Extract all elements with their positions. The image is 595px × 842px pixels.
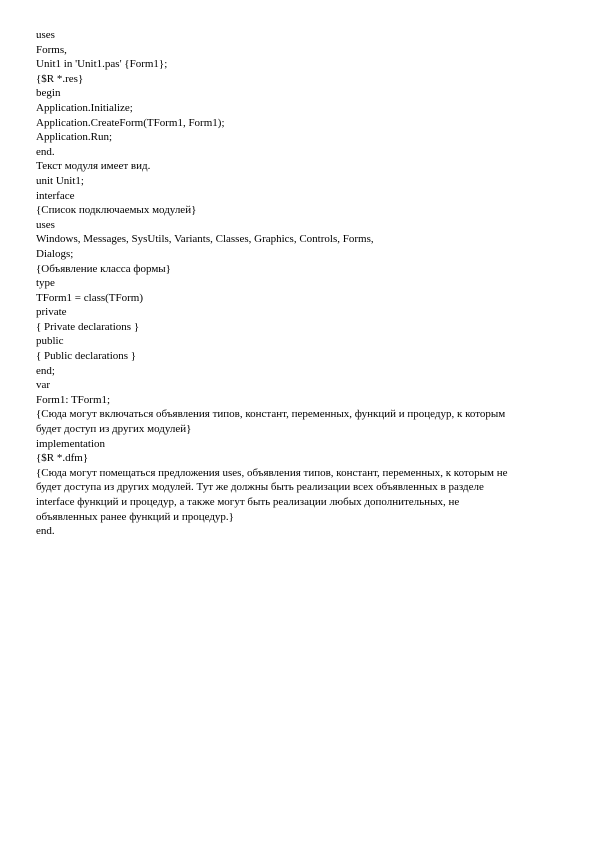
text-line: Forms, — [36, 43, 67, 56]
text-line: Unit1 in 'Unit1.pas' {Form1}; — [36, 58, 168, 71]
text-line: public — [36, 335, 64, 348]
text-line: uses — [36, 29, 55, 41]
text-line: {Сюда могут включаться объявления типов, констант, переменных, функций и процедур, к которым — [36, 408, 506, 421]
text-line: implementation — [36, 437, 106, 450]
text-line: end. — [36, 525, 55, 538]
text-line: end; — [36, 364, 55, 377]
text-line: Form1: TForm1; — [36, 393, 111, 406]
text-line: { Public declarations } — [36, 350, 137, 363]
text-line: будет доступ из других модулей} — [36, 423, 192, 436]
text-line: interface функций и процедур, а также могут быть реализации любых дополнительных, не — [36, 496, 460, 508]
text-line: объявленных ранее функций и процедур.} — [36, 510, 234, 523]
text-line: Windows, Messages, SysUtils, Variants, Classes, Graphics, Controls, Forms, — [36, 233, 374, 246]
text-line: type — [36, 277, 55, 290]
text-line: Application.Initialize; — [36, 101, 133, 114]
text-line: {Объявление класса формы} — [36, 262, 171, 275]
text-line: {Список подключаемых модулей} — [36, 204, 197, 217]
text-line: { Private declarations } — [36, 320, 140, 333]
text-line: Текст модуля имеет вид. — [36, 160, 151, 173]
code-listing — [36, 28, 556, 539]
text-line: uses — [36, 218, 55, 231]
text-line: {Сюда могут помещаться предложения uses, объявления типов, констант, переменных, к которым не — [36, 466, 508, 479]
text-line: Application.Run; — [36, 131, 113, 144]
text-line: {$R *.res} — [36, 72, 84, 85]
text-line: private — [36, 306, 67, 319]
text-line: var — [36, 379, 51, 392]
text-line: будет доступа из других модулей. Тут же должны быть реализации всех объявленных в разделе — [36, 481, 484, 494]
text-line: begin — [36, 87, 61, 100]
text-line: unit Unit1; — [36, 174, 84, 187]
text-line: end. — [36, 145, 55, 158]
text-line: {$R *.dfm} — [36, 452, 89, 465]
text-line: Dialogs; — [36, 247, 74, 260]
text-line: TForm1 = class(TForm) — [36, 291, 144, 304]
text-line: Application.CreateForm(TForm1, Form1); — [36, 116, 225, 129]
text-line: interface — [36, 189, 75, 202]
